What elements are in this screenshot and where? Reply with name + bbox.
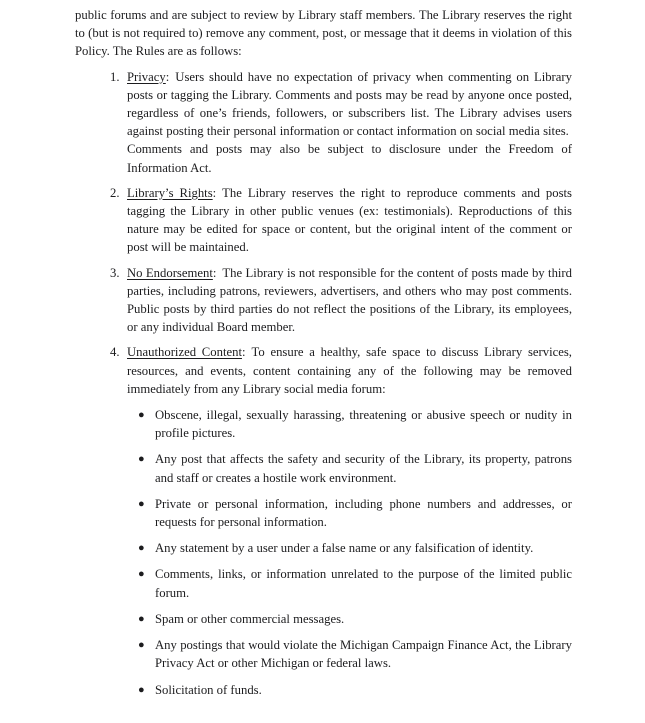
bullet-icon: ● [138, 409, 145, 422]
rule-number: 1. [110, 69, 120, 84]
prohibited-item-text: Comments, links, or information unrelated to the purpose of the limited public forum. [155, 567, 572, 600]
rule-number: 4. [110, 345, 120, 360]
rule-paragraph [127, 264, 572, 337]
bullet-icon: ● [138, 497, 145, 510]
rule-paragraph [127, 68, 572, 177]
prohibited-item-false-identity [138, 539, 572, 557]
prohibited-item-solicitation [138, 681, 572, 699]
prohibited-item-spam [138, 610, 572, 628]
rule-text: The Library reserves the right to reproduce comments and posts tagging the Library in other public venues (ex: testimonials). Reproductions of this nature may be edited for space or content, but the original intent of the comment or post will be maintained. [127, 185, 572, 255]
rule-item-no-endorsement [110, 264, 572, 337]
prohibited-item-text: Spam or other commercial messages. [155, 611, 345, 626]
rule-heading: No Endorsement [127, 265, 213, 280]
rule-item-unauthorized-content [110, 343, 572, 398]
prohibited-item-private-information [138, 495, 572, 531]
rule-heading: Unauthorized Content [127, 345, 242, 360]
rule-number: 2. [110, 185, 120, 200]
prohibited-item-text: Obscene, illegal, sexually harassing, threatening or abusive speech or nudity in profile pictures. [155, 408, 572, 441]
bullet-icon: ● [138, 568, 145, 581]
prohibited-item-text: Solicitation of funds. [155, 682, 262, 697]
rule-number: 3. [110, 265, 120, 280]
bullet-icon: ● [138, 612, 145, 625]
bullet-icon: ● [138, 453, 145, 466]
rule-heading: Privacy [127, 69, 166, 84]
prohibited-item-text: Any statement by a user under a false name or any falsification of identity. [155, 541, 534, 556]
rule-text: To ensure a healthy, safe space to discuss Library services, resources, and events, content containing any of the following may be removed immediately from any Library social media forum: [127, 345, 572, 396]
colon-separator: : [212, 185, 217, 200]
prohibited-item-unrelated-content [138, 565, 572, 601]
bullet-icon: ● [138, 639, 145, 652]
prohibited-item-text: Private or personal information, including phone numbers and addresses, or requests for personal information. [155, 496, 572, 530]
colon-separator: : [241, 345, 246, 360]
rule-text: The Library is not responsible for the content of posts made by third parties, including patrons, reviewers, advertisers, and others who may post comments. Public posts by third parties do not reflect the positions of the Library, its employees, or any individual Board member. [127, 265, 573, 335]
prohibited-item-law-violations [138, 636, 572, 672]
rule-paragraph [127, 343, 572, 398]
prohibited-item-safety-security [138, 450, 572, 486]
colon-separator: : [212, 265, 217, 280]
rule-text: Users should have no expectation of privacy when commenting on Library posts or tagging the Library. Comments and posts may be read by anyone once posted, regardless of one’s friends, followers, or subscribers list. The Library advises users against posting their personal information or contact information on social media sites. Comments and posts may also be subject to disclosure under the Freedom of Information Act. [127, 69, 572, 175]
prohibited-item-text: Any post that affects the safety and security of the Library, its property, patrons and staff or creates a hostile work environment. [155, 452, 572, 485]
rule-heading: Library’s Rights [127, 185, 213, 200]
rule-item-librarys-rights [110, 184, 572, 257]
rule-paragraph [127, 184, 572, 257]
prohibited-item-obscene-speech [138, 406, 572, 442]
colon-separator: : [165, 69, 170, 84]
intro-paragraph: public forums and are subject to review by Library staff members. The Library reserves the right to (but is not required to) remove any comment, post, or message that it deems in violation of this Policy. The Rules are as follows: [75, 8, 572, 59]
prohibited-item-text: Any postings that would violate the Michigan Campaign Finance Act, the Library Privacy Act or other Michigan or federal laws. [155, 638, 572, 671]
bullet-icon: ● [138, 683, 145, 696]
bullet-icon: ● [138, 542, 145, 555]
rule-item-privacy [110, 68, 572, 177]
